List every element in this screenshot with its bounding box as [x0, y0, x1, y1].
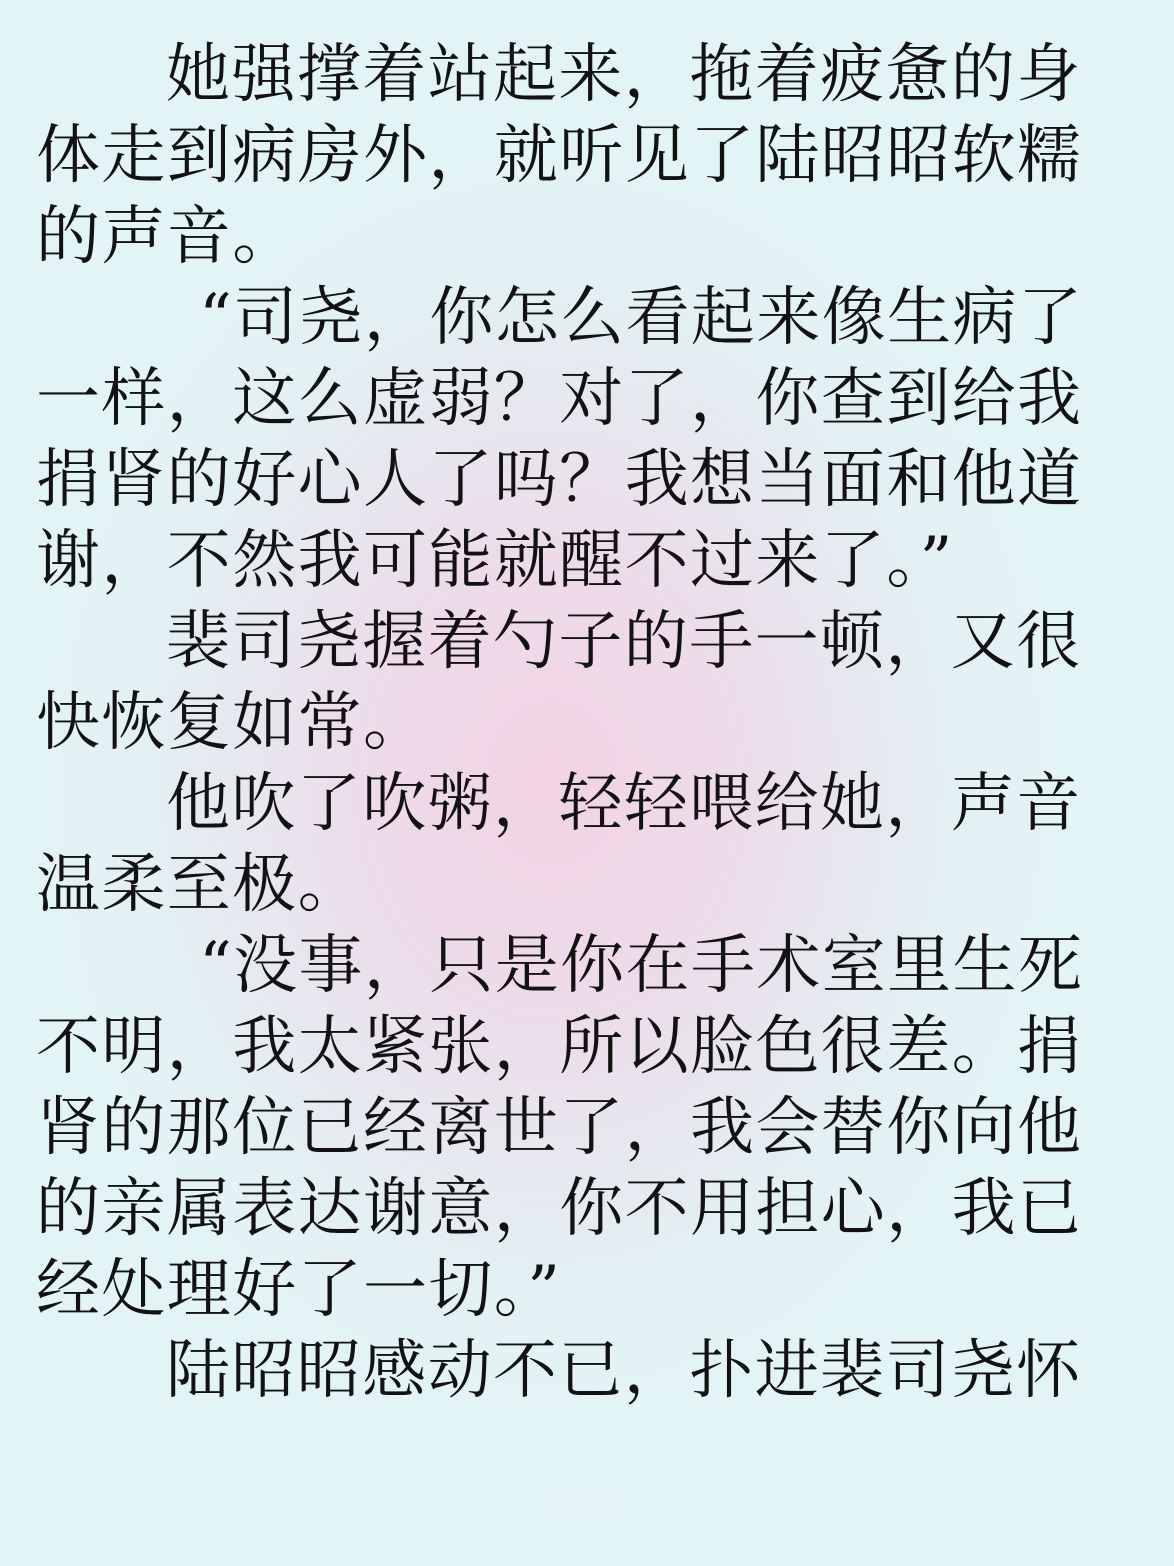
text-line: 谢，不然我可能就醒不过来了。”	[36, 524, 954, 598]
text-line: 快恢复如常。	[36, 686, 429, 760]
text-line: “没事，只是你在手术室里生死	[199, 929, 1084, 1003]
text-line: 一样，这么虚弱？对了，你查到给我	[36, 362, 1083, 436]
text-line: 不明，我太紧张，所以脸色很差。捐	[36, 1010, 1083, 1084]
text-line: 肾的那位已经离世了，我会替你向他	[36, 1091, 1083, 1165]
text-line: 陆昭昭感动不已，扑进裴司尧怀	[166, 1334, 1082, 1408]
novel-text	[36, 35, 1116, 1412]
text-line: 她强撑着站起来，拖着疲惫的身	[166, 38, 1082, 112]
text-line: 的声音。	[36, 200, 298, 274]
text-line: 裴司尧握着勺子的手一顿，又很	[166, 605, 1082, 679]
text-line: 体走到病房外，就听见了陆昭昭软糯	[36, 119, 1083, 193]
text-line: 温柔至极。	[36, 848, 363, 922]
text-line: 捐肾的好心人了吗？我想当面和他道	[36, 443, 1083, 517]
text-line: “司尧，你怎么看起来像生病了	[199, 281, 1084, 355]
text-line: 他吹了吹粥，轻轻喂给她，声音	[166, 767, 1082, 841]
page-indicator: 13/24	[549, 1491, 625, 1521]
text-line: 的亲属表达谢意，你不用担心，我已	[36, 1172, 1083, 1246]
text-line: 经处理好了一切。”	[36, 1253, 562, 1327]
